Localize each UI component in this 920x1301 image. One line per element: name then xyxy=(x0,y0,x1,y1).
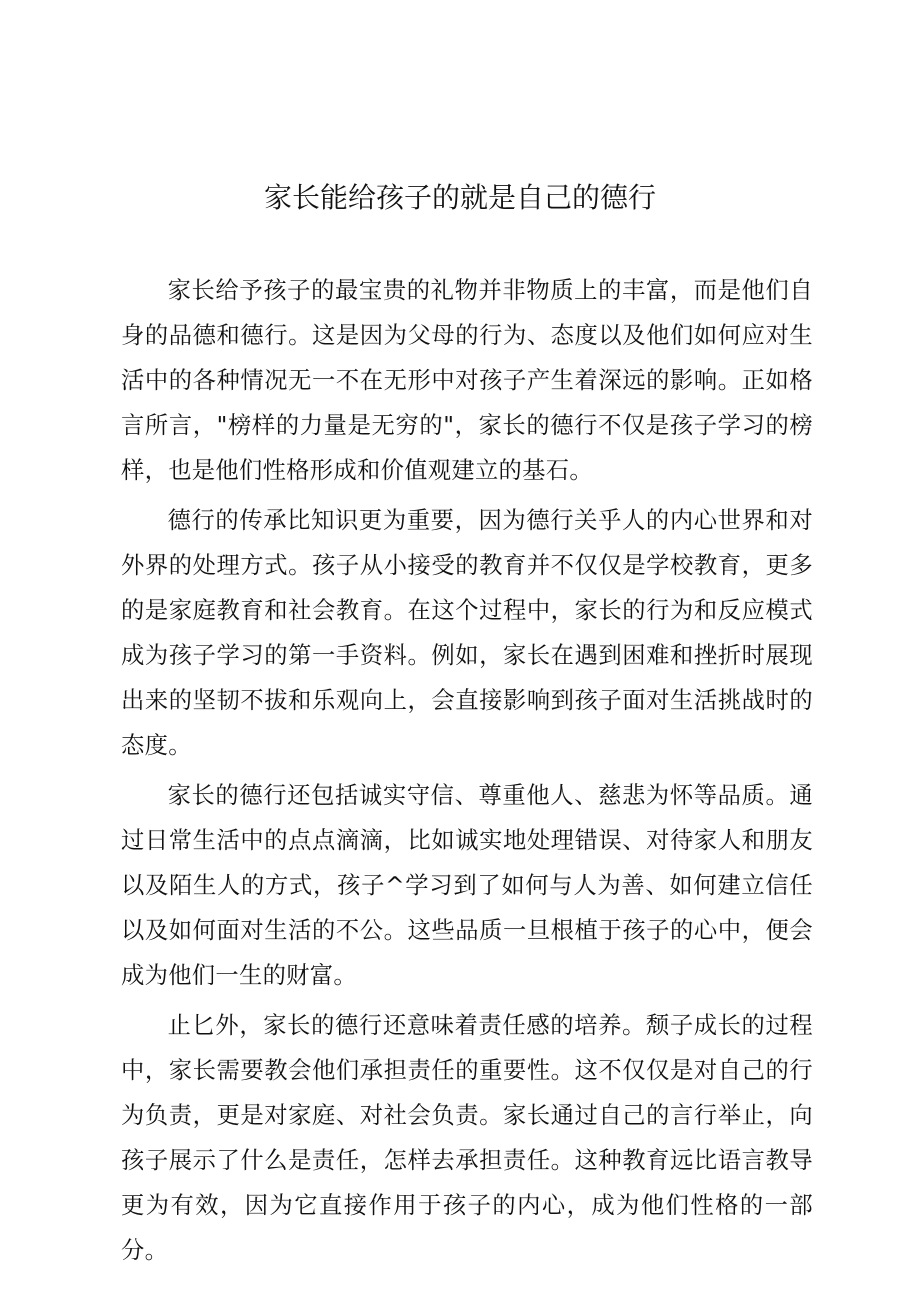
document-body xyxy=(121,268,813,1278)
paragraph: 止匕外，家长的德行还意味着责任感的培养。颓子成长的过程中，家长需要教会他们承担责任的重要性。这不仅仅是对自己的行为负责，更是对家庭、对社会负责。家长通过自己的言行举止，向孩子展示了什么是责任，怎样去承担责任。这种教育远比语言教导更为有效，因为它直接作用于孩子的内心，成为他们性格的一部分。 xyxy=(121,1012,813,1264)
paragraph: 家长给予孩子的最宝贵的礼物并非物质上的丰富，而是他们自身的品德和德行。这是因为父母的行为、态度以及他们如何应对生活中的各种情况无一不在无形中对孩子产生着深远的影响。正如格言所言，"榜样的力量是无穷的"，家长的德行不仅是孩子学习的榜样，也是他们性格形成和价值观建立的基石。 xyxy=(121,277,813,484)
paragraph: 家长的德行还包括诚实守信、尊重他人、慈悲为怀等品质。通过日常生活中的点点滴滴，比如诚实地处理错误、对待家人和朋友以及陌生人的方式，孩子^学习到了如何与人为善、如何建立信任以及如何面对生活的不公。这些品质一旦根植于孩子的心中，便会成为他们一生的财富。 xyxy=(121,782,813,989)
paragraph: 德行的传承比知识更为重要，因为德行关乎人的内心世界和对外界的处理方式。孩子从小接受的教育并不仅仅是学校教育，更多的是家庭教育和社会教育。在这个过程中，家长的行为和反应模式成为孩子学习的第一手资料。例如，家长在遇到困难和挫折时展现出来的坚韧不拔和乐观向上，会直接影响到孩子面对生活挑战时的态度。 xyxy=(121,507,813,759)
document-title: 家长能给孩子的就是自己的德行 xyxy=(263,181,656,214)
